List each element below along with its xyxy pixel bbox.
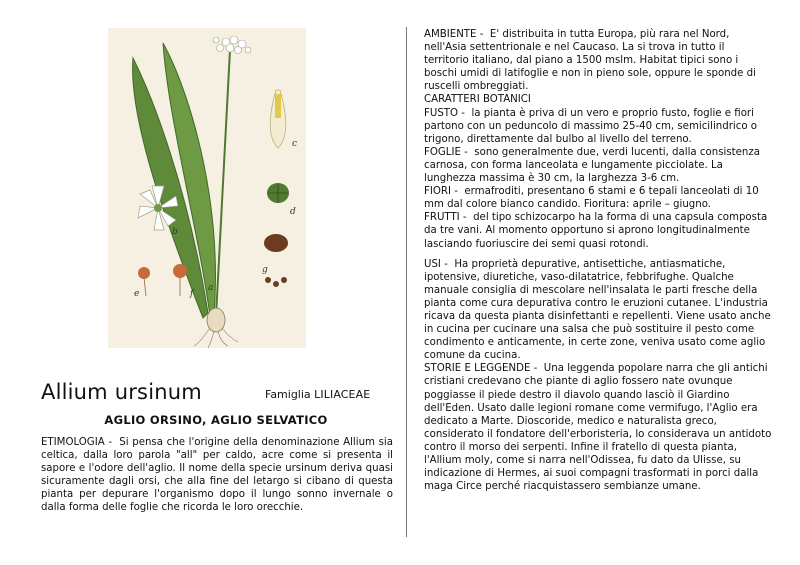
caratteri-section <box>424 93 772 250</box>
plate-letter-b: b <box>172 227 178 237</box>
allium-ursinum-plate <box>108 28 306 348</box>
family-line <box>265 388 370 401</box>
fusto-paragraph: FUSTO - la pianta è priva di un vero e proprio fusto, foglie e fiori partono con un peduncolo di massimo 25-40 cm, semicilindrico o trigono, direttamente dal bulbo al livello del terreno. <box>424 107 758 145</box>
column-divider <box>406 27 407 537</box>
frutti-label: FRUTTI <box>424 212 460 224</box>
foglie-paragraph: FOGLIE - sono generalmente due, verdi lucenti, dalla consistenza carnosa, con forma lanceolata e lungamente picciolate. La lunghezza massima è 30 cm, la larghezza 3-6 cm. <box>424 146 760 185</box>
etimologia-section: ETIMOLOGIA - Si pensa che l'origine della denominazione Allium sia celtica, dalla loro parola "all" per caldo, acre come si presenta il sapore e l'odore dell'aglio. Il nome della specie ursinum deriva quasi sicuramente dagli orsi, che alla fine del letargo si cibano di questa pianta per depurare l'organismo dopo il lungo sonno invernale o dalla forma delle foglie che ricorda le loro orecchie. <box>41 437 393 514</box>
fusto-text: la pianta è priva di un vero e proprio fusto, foglie e fiori partono con un peduncolo di massimo 25-40 cm, semicilindrico o trigono, direttamente dal bulbo al livello del terreno. <box>424 107 758 145</box>
storie-text: Una leggenda popolare narra che gli antichi cristiani credevano che piante di aglio fossero nate ovunque poggiasse il piede destro il diavolo quando lasciò il Giardino dell'Eden. Usato dalle legioni romane come vermifugo, l'Aglio era dedicato a Marte. Dioscoride, medico e naturalista greco, considerato il fondatore dell'erboristeria, lo considerava un antidoto contro il morso dei serpenti. Infine il fratello di questa pianta, l'Allium moly, come si narra nell'Odissea, fu dato da Ulisse, su indicazione di Hermes, ai suoi compagni trasformati in porci dalla maga Circe perché riacquistassero sembianze umane. <box>424 363 772 493</box>
family-label: Famiglia <box>265 388 311 401</box>
ambiente-section: AMBIENTE - E' distribuita in tutta Europa, più rara nel Nord, nell'Asia settentrionale e nel Caucaso. La si trova in tutto il territorio italiano, dal piano a 1500 mslm. Habitat tipici sono i boschi umidi di latifoglie e non in pieno sole, oppure le sponde di ruscelli ombreggiati. <box>424 29 756 93</box>
plate-letter-f: f <box>190 289 194 299</box>
fiori-label: FIORI <box>424 186 451 198</box>
storie-section: STORIE E LEGGENDE - Una leggenda popolare narra che gli antichi cristiani credevano che piante di aglio fossero nate ovunque poggiasse il piede destro il diavolo quando lasciò il Giardino dell'Eden. Usato dalle legioni romane come vermifugo, l'Aglio era dedicato a Marte. Dioscoride, medico e naturalista greco, considerato il fondatore dell'erboristeria, lo considerava un antidoto contro il morso dei serpenti. Infine il fratello di questa pianta, l'Allium moly, come si narra nell'Odissea, fu dato da Ulisse, su indicazione di Hermes, ai suoi compagni trasformati in porci dalla maga Circe perché riacquistassero sembianze umane. <box>424 363 772 493</box>
usi-section: USI - Ha proprietà depurative, antisettiche, antiasmatiche, ipotensive, diuretiche, vaso-dilatatrice, febbrifughe. Qualche manuale consiglia di mescolare nell'insalata le parti fresche della pianta come cura depurativa contro le eruzioni cutanee. L'industria ricava da questa pianta disinfettanti e repellenti. Viene usato anche in cucina per cucinare una salsa che può sostituire il pesto come condimento e anticamente, in certe zone, veniva usato come aglio comune da cucina. <box>424 258 771 362</box>
fiori-paragraph: FIORI - ermafroditi, presentano 6 stami e 6 tepali lanceolati di 10 mm dal colore bianco candido. Fioritura: aprile – giugno. <box>424 186 759 211</box>
fiori-text: ermafroditi, presentano 6 stami e 6 tepali lanceolati di 10 mm dal colore bianco candido. Fioritura: aprile – giugno. <box>424 186 759 211</box>
plate-letter-e: e <box>134 289 140 299</box>
family-name: LILIACEAE <box>314 388 371 401</box>
etimologia-text: Si pensa che l'origine della denominazione Allium sia celtica, dalla loro parola "all" per caldo, acre come si presenta il sapore e l'odore dell'aglio. Il nome della specie ursinum deriva quasi sicuramente dagli orsi, che alla fine del letargo si cibano di questa pianta per depurare l'organismo dopo il lungo sonno invernale o dalla forma delle foglie che ricorda le loro orecchie. <box>41 437 393 514</box>
fusto-label: FUSTO <box>424 107 459 119</box>
foglie-label: FOGLIE <box>424 146 461 158</box>
species-name: Allium ursinum <box>41 380 202 404</box>
ambiente-text: E' distribuita in tutta Europa, più rara nel Nord, nell'Asia settentrionale e nel Caucaso. La si trova in tutto il territorio italiano, dal piano a 1500 mslm. Habitat tipici sono i boschi umidi di latifoglie e non in pieno sole, oppure le sponde di ruscelli ombreggiati. <box>424 29 756 93</box>
plate-letter-c: c <box>292 139 298 149</box>
plate-letter-d: d <box>290 207 296 217</box>
plate-letter-a: a <box>208 283 214 293</box>
usi-label: USI <box>424 258 441 270</box>
right-column <box>424 28 772 493</box>
storie-label: STORIE E LEGGENDE <box>424 363 531 375</box>
common-names: AGLIO ORSINO, AGLIO SELVATICO <box>104 413 328 427</box>
caratteri-heading: CARATTERI BOTANICI <box>424 94 531 106</box>
ambiente-label: AMBIENTE <box>424 29 477 40</box>
usi-text: Ha proprietà depurative, antisettiche, antiasmatiche, ipotensive, diuretiche, vaso-dilatatrice, febbrifughe. Qualche manuale consiglia di mescolare nell'insalata le parti fresche della pianta come cura depurativa contro le eruzioni cutanee. L'industria ricava da questa pianta disinfettanti e repellenti. Viene usato anche in cucina per cucinare una salsa che può sostituire il pesto come condimento e anticamente, in certe zone, veniva usato come aglio comune da cucina. <box>424 258 771 362</box>
plate-letter-g: g <box>262 265 268 275</box>
frutti-paragraph: FRUTTI - del tipo schizocarpo ha la forma di una capsula composta da tre vani. Al momento opportuno si aprono longitudinalmente lasciando fuoriuscire dei semi quasi rotondi. <box>424 212 768 250</box>
etimologia-label: ETIMOLOGIA <box>41 437 105 448</box>
botanical-illustration <box>108 28 306 348</box>
foglie-text: sono generalmente due, verdi lucenti, dalla consistenza carnosa, con forma lanceolata e lungamente picciolate. La lunghezza massima è 30 cm, la larghezza 3-6 cm. <box>424 146 760 185</box>
frutti-text: del tipo schizocarpo ha la forma di una capsula composta da tre vani. Al momento opportuno si aprono longitudinalmente lasciando fuoriuscire dei semi quasi rotondi. <box>424 212 768 250</box>
